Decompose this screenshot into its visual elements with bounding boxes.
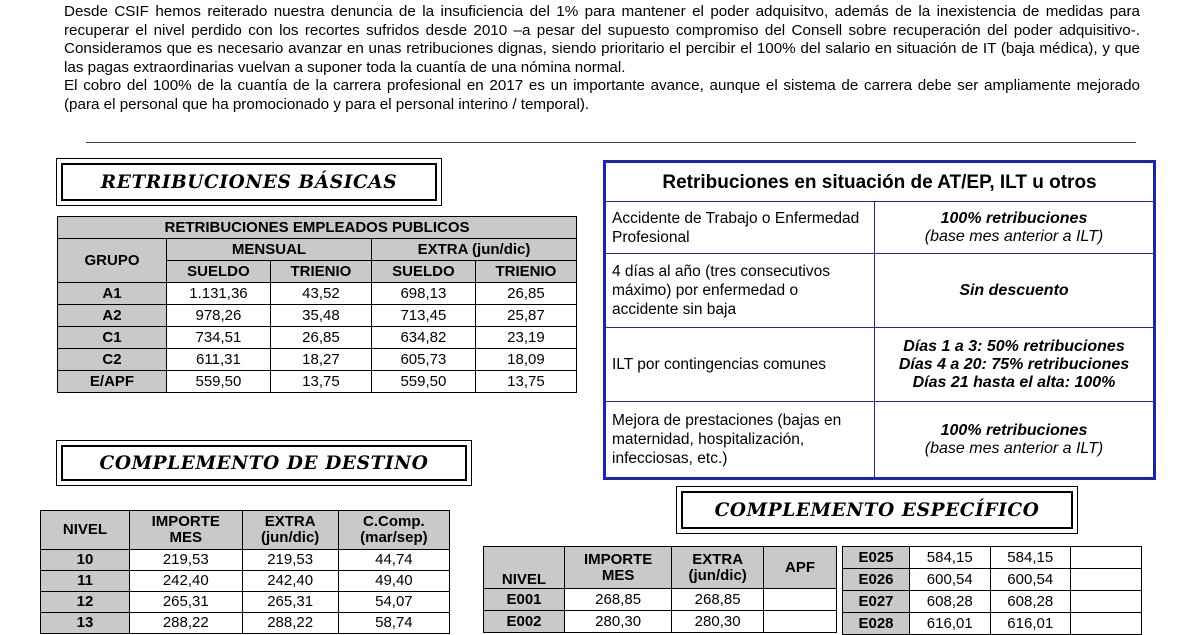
table-row (843, 591, 1142, 613)
sueldo-cell: 611,31 (167, 349, 271, 371)
extra-cell: 219,53 (242, 550, 338, 571)
col-importe (130, 511, 243, 550)
situacion-label: 4 días al año (tres consecutivos máximo) por enfermedad o accidente sin baja (606, 254, 875, 328)
table-row (484, 611, 837, 633)
table-row (606, 254, 1153, 328)
col-grupo: GRUPO (58, 239, 167, 283)
col-nivel: NIVEL (484, 547, 565, 589)
nivel-cell: 11 (41, 571, 130, 592)
importe-cell: 268,85 (565, 589, 672, 611)
situacion-value-line3: Días 21 hasta el alta: 100% (912, 373, 1116, 391)
especifico-heading-box (676, 486, 1078, 534)
apf-cell (1071, 569, 1142, 591)
extra-cell: 616,01 (990, 613, 1071, 635)
comp-cell: 44,74 (338, 550, 449, 571)
situacion-value-sub: (base mes anterior a ILT) (924, 439, 1104, 457)
table-row (606, 202, 1153, 254)
col-apf: APF (764, 547, 837, 589)
situacion-value (875, 328, 1154, 402)
destino-heading-box (56, 440, 472, 486)
destino-heading: COMPLEMENTO DE DESTINO (99, 452, 429, 474)
importe-cell: 280,30 (565, 611, 672, 633)
situacion-title: Retribuciones en situación de AT/EP, ILT u otros (606, 163, 1153, 202)
nivel-cell: E027 (843, 591, 910, 613)
table-row (843, 569, 1142, 591)
extra-sueldo-cell: 698,13 (371, 283, 475, 305)
col-nivel: NIVEL (41, 511, 130, 550)
sueldo-cell: 978,26 (167, 305, 271, 327)
importe-cell: 600,54 (910, 569, 991, 591)
trienio-cell: 35,48 (270, 305, 371, 327)
trienio-cell: 26,85 (270, 327, 371, 349)
extra-cell: 242,40 (242, 571, 338, 592)
extra-trienio-cell: 26,85 (475, 283, 576, 305)
table-row (484, 589, 837, 611)
especifico-table-left (483, 546, 837, 633)
comp-cell: 49,40 (338, 571, 449, 592)
col-extra-line2: (jun/dic) (260, 529, 320, 546)
extra-sueldo-cell: 634,82 (371, 327, 475, 349)
comp-cell: 54,07 (338, 592, 449, 613)
col-importe-line2: MES (169, 529, 203, 546)
extra-cell: 584,15 (990, 547, 1071, 569)
extra-cell: 280,30 (672, 611, 764, 633)
col-extra: EXTRA (jun/dic) (371, 239, 576, 261)
table-row (58, 305, 577, 327)
trienio-cell: 43,52 (270, 283, 371, 305)
col-extra-line1: EXTRA (692, 550, 744, 568)
col-extra-line1: EXTRA (264, 513, 316, 530)
sueldo-cell: 1.131,36 (167, 283, 271, 305)
col-comp-line1: C.Comp. (363, 513, 425, 530)
extra-cell: 608,28 (990, 591, 1071, 613)
situacion-label: Mejora de prestaciones (bajas en maternidad, hospitalización, infecciosas, etc.) (606, 402, 875, 478)
situacion-value-main: Sin descuento (959, 281, 1069, 299)
col-importe-line2: MES (601, 566, 635, 584)
nivel-cell: E028 (843, 613, 910, 635)
sueldo-cell: 734,51 (167, 327, 271, 349)
table-row (843, 613, 1142, 635)
col-extra-sueldo: SUELDO (371, 261, 475, 283)
situacion-value (875, 254, 1154, 328)
importe-cell: 219,53 (130, 550, 243, 571)
grupo-cell: E/APF (58, 371, 167, 393)
especifico-heading: COMPLEMENTO ESPECÍFICO (714, 499, 1040, 521)
table-row (58, 327, 577, 349)
grupo-cell: C2 (58, 349, 167, 371)
basicas-table (57, 216, 577, 393)
importe-cell: 265,31 (130, 592, 243, 613)
table-row (58, 283, 577, 305)
table-row (41, 613, 450, 634)
apf-cell (1071, 547, 1142, 569)
nivel-cell: 13 (41, 613, 130, 634)
situacion-value (875, 202, 1154, 254)
col-trienio: TRIENIO (270, 261, 371, 283)
importe-cell: 616,01 (910, 613, 991, 635)
apf-cell (764, 589, 837, 611)
situacion-value-main: 100% retribuciones (940, 421, 1088, 439)
col-extra-trienio: TRIENIO (475, 261, 576, 283)
situacion-value (875, 402, 1154, 478)
situacion-value-line1: Días 1 a 3: 50% retribuciones (903, 337, 1125, 355)
trienio-cell: 13,75 (270, 371, 371, 393)
extra-trienio-cell: 25,87 (475, 305, 576, 327)
table-row (41, 550, 450, 571)
importe-cell: 288,22 (130, 613, 243, 634)
apf-cell (764, 611, 837, 633)
nivel-cell: 10 (41, 550, 130, 571)
importe-cell: 242,40 (130, 571, 243, 592)
destino-table (40, 510, 450, 634)
apf-cell (1071, 613, 1142, 635)
apf-cell (1071, 591, 1142, 613)
col-importe-line1: IMPORTE (151, 513, 220, 530)
nivel-cell: E026 (843, 569, 910, 591)
basicas-heading: RETRIBUCIONES BÁSICAS (100, 171, 398, 193)
table-row (58, 371, 577, 393)
nivel-cell: 12 (41, 592, 130, 613)
basicas-table-title: RETRIBUCIONES EMPLEADOS PUBLICOS (58, 217, 577, 239)
sueldo-cell: 559,50 (167, 371, 271, 393)
intro-text (64, 3, 1140, 115)
table-row (41, 592, 450, 613)
col-extra (242, 511, 338, 550)
extra-cell: 600,54 (990, 569, 1071, 591)
extra-sueldo-cell: 713,45 (371, 305, 475, 327)
extra-cell: 268,85 (672, 589, 764, 611)
intro-divider (86, 142, 1136, 143)
importe-cell: 608,28 (910, 591, 991, 613)
table-row (843, 547, 1142, 569)
col-comp (338, 511, 449, 550)
col-mensual: MENSUAL (167, 239, 372, 261)
nivel-cell: E001 (484, 589, 565, 611)
extra-cell: 288,22 (242, 613, 338, 634)
extra-cell: 265,31 (242, 592, 338, 613)
nivel-cell: E002 (484, 611, 565, 633)
extra-sueldo-cell: 605,73 (371, 349, 475, 371)
col-importe (565, 547, 672, 589)
col-comp-line2: (mar/sep) (360, 529, 428, 546)
grupo-cell: C1 (58, 327, 167, 349)
situacion-label: ILT por contingencias comunes (606, 328, 875, 402)
intro-paragraph-1: Desde CSIF hemos reiterado nuestra denuncia de la insuficiencia del 1% para mantener el poder adquisitvo, además de la inexistencia de medidas para recuperar el nivel perdido con los recortes sufridos desde 2010 –a pesar del supuesto compromiso del Consell sobre recuperación del poder adquisitivo-. Consideramos que es necesario avanzar en unas retribuciones dignas, siendo prioritario el percibir el 100% del salario en situación de IT (baja médica), y que las pagas extraordinarias vuelvan a suponer toda la cuantía de una nómina normal. (64, 3, 1140, 76)
nivel-cell: E025 (843, 547, 910, 569)
situacion-table (606, 163, 1153, 478)
grupo-cell: A1 (58, 283, 167, 305)
especifico-table-right (842, 546, 1142, 635)
situacion-box (603, 160, 1156, 480)
situacion-label: Accidente de Trabajo o Enfermedad Profesional (606, 202, 875, 254)
table-row (41, 571, 450, 592)
table-row (606, 328, 1153, 402)
table-row (58, 349, 577, 371)
importe-cell: 584,15 (910, 547, 991, 569)
extra-trienio-cell: 18,09 (475, 349, 576, 371)
situacion-value-sub: (base mes anterior a ILT) (924, 227, 1104, 245)
extra-trienio-cell: 13,75 (475, 371, 576, 393)
situacion-value-line2: Días 4 a 20: 75% retribuciones (898, 355, 1130, 373)
col-extra (672, 547, 764, 589)
comp-cell: 58,74 (338, 613, 449, 634)
trienio-cell: 18,27 (270, 349, 371, 371)
grupo-cell: A2 (58, 305, 167, 327)
col-extra-line2: (jun/dic) (688, 566, 747, 584)
extra-sueldo-cell: 559,50 (371, 371, 475, 393)
basicas-heading-box (56, 158, 442, 206)
intro-paragraph-2: El cobro del 100% de la cuantía de la carrera profesional en 2017 es un importante avance, aunque el sistema de carrera debe ser ampliamente mejorado (para el personal que ha promocionado y para el personal interino / temporal). (64, 77, 1140, 113)
extra-trienio-cell: 23,19 (475, 327, 576, 349)
col-sueldo: SUELDO (167, 261, 271, 283)
table-row (606, 402, 1153, 478)
col-importe-line1: IMPORTE (583, 550, 653, 568)
situacion-value-main: 100% retribuciones (940, 209, 1088, 227)
